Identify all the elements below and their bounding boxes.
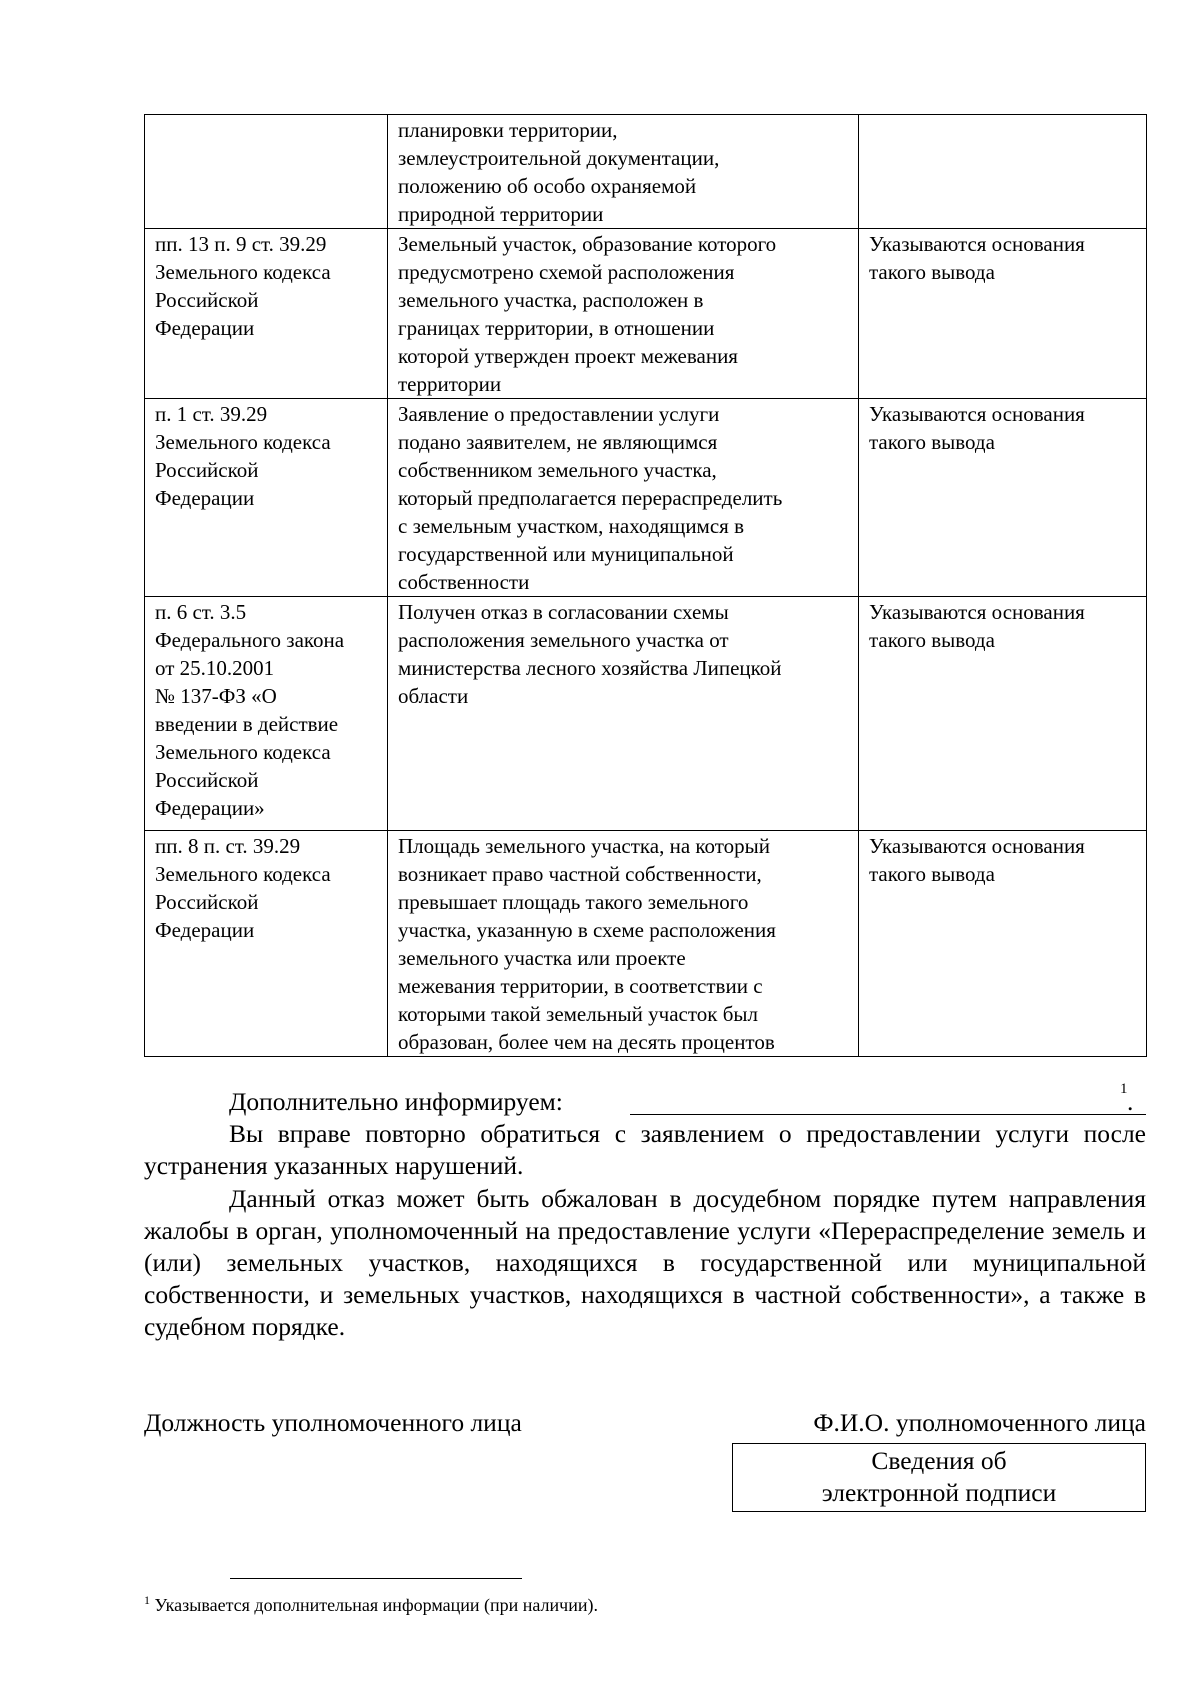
ground-cell: п. 1 ст. 39.29 Земельного кодекса Российской Федерации — [145, 399, 388, 597]
explanation-cell: Указываются основания такого вывода — [859, 229, 1147, 399]
reapply-paragraph: Вы вправе повторно обратиться с заявлением о предоставлении услуги после устранения указанных нарушений. — [144, 1119, 1146, 1180]
official-name-label: Ф.И.О. уполномоченного лица — [813, 1408, 1146, 1437]
footnote — [144, 1593, 598, 1617]
explanation-cell: Указываются основания такого вывода — [859, 831, 1147, 1057]
ground-cell: пп. 8 п. ст. 39.29 Земельного кодекса Российской Федерации — [145, 831, 388, 1057]
additional-info-dot: . — [1127, 1087, 1134, 1116]
table-row — [145, 229, 1147, 399]
reason-cell: Площадь земельного участка, на который возникает право частной собственности, превышает площадь такого земельного участка, указанную в схеме расположения земельного участка или проекте межевания территории, в соответствии с которыми такой земельный участок был образован, более чем на десять процентов — [388, 831, 859, 1057]
ground-cell: пп. 13 п. 9 ст. 39.29 Земельного кодекса Российской Федерации — [145, 229, 388, 399]
reason-cell: Земельный участок, образование которого предусмотрено схемой расположения земельного участка, расположен в границах территории, в отношении которой утвержден проект межевания территории — [388, 229, 859, 399]
reason-cell: Получен отказ в согласовании схемы расположения земельного участка от министерства лесного хозяйства Липецкой области — [388, 597, 859, 831]
table-row — [145, 399, 1147, 597]
additional-info-blank-line — [630, 1114, 1146, 1115]
table-row — [145, 115, 1147, 229]
table-row — [145, 831, 1147, 1057]
e-signature-box — [732, 1443, 1146, 1512]
refusal-grounds-table — [144, 114, 1147, 1057]
explanation-cell — [859, 115, 1147, 229]
ground-cell: п. 6 ст. 3.5 Федерального закона от 25.10.2001 № 137-ФЗ «О введении в действие Земельного кодекса Российской Федерации» — [145, 597, 388, 831]
reason-cell: планировки территории, землеустроительной документации, положению об особо охраняемой природной территории — [388, 115, 859, 229]
explanation-cell: Указываются основания такого вывода — [859, 597, 1147, 831]
footnote-separator — [230, 1578, 522, 1579]
footnote-reference: 1 — [1120, 1081, 1128, 1097]
additional-info-label: Дополнительно информируем: — [229, 1087, 563, 1116]
table-row — [145, 597, 1147, 831]
e-signature-text: Сведения об электронной подписи — [821, 1446, 1057, 1507]
official-position-label: Должность уполномоченного лица — [144, 1408, 522, 1437]
ground-cell — [145, 115, 388, 229]
appeal-paragraph: Данный отказ может быть обжалован в досудебном порядке путем направления жалобы в орган, уполномоченный на предоставление услуги «Перераспределение земель и (или) земельных участков, находящихся в государственной или муниципальной собственности, и земельных участков, находящихся в частной собственности», а также в судебном порядке. — [144, 1184, 1146, 1341]
footnote-mark: 1 — [144, 1593, 150, 1607]
footnote-text: Указывается дополнительная информации (при наличии). — [150, 1595, 598, 1615]
explanation-cell: Указываются основания такого вывода — [859, 399, 1147, 597]
reason-cell: Заявление о предоставлении услуги подано заявителем, не являющимся собственником земельного участка, который предполагается перераспределить с земельным участком, находящимся в государственной или муниципальной собственности — [388, 399, 859, 597]
